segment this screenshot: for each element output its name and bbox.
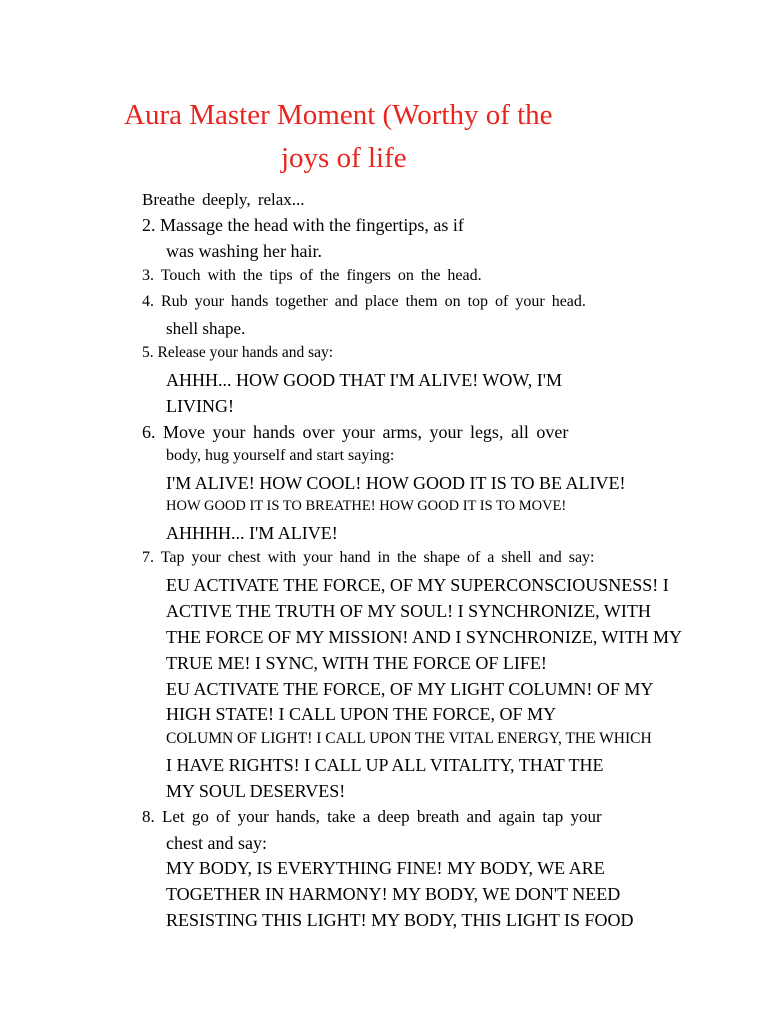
step-8-line: 8. Let go of your hands, take a deep breath and again tap your xyxy=(142,807,602,826)
affirmation-line: HOW GOOD IT IS TO BREATHE! HOW GOOD IT IS TO MOVE! xyxy=(166,498,567,514)
step-5-line: 5. Release your hands and say: xyxy=(142,344,334,361)
step-6-continuation: body, hug yourself and start saying: xyxy=(166,447,395,464)
step-4-line: 4. Rub your hands together and place them on top of your head. xyxy=(142,293,586,310)
affirmation-line: AHHH... HOW GOOD THAT I'M ALIVE! WOW, I'M xyxy=(166,370,562,390)
affirmation-line: TRUE ME! I SYNC, WITH THE FORCE OF LIFE! xyxy=(166,653,547,673)
affirmation-line: I HAVE RIGHTS! I CALL UP ALL VITALITY, THAT THE xyxy=(166,755,604,775)
step-8-continuation: chest and say: xyxy=(166,833,267,853)
affirmation-line: TOGETHER IN HARMONY! MY BODY, WE DON'T NEED xyxy=(166,884,621,904)
document-title-line-1: Aura Master Moment (Worthy of the xyxy=(124,99,553,131)
affirmation-line: THE FORCE OF MY MISSION! AND I SYNCHRONIZE, WITH MY xyxy=(166,627,683,647)
affirmation-line: COLUMN OF LIGHT! I CALL UPON THE VITAL ENERGY, THE WHICH xyxy=(166,730,652,747)
affirmation-line: MY BODY, IS EVERYTHING FINE! MY BODY, WE ARE xyxy=(166,858,605,878)
step-2-continuation: was washing her hair. xyxy=(166,241,322,261)
document-title-line-2: joys of life xyxy=(281,142,407,174)
affirmation-line: LIVING! xyxy=(166,396,234,416)
step-7-line: 7. Tap your chest with your hand in the shape of a shell and say: xyxy=(142,549,595,566)
affirmation-line: AHHHH... I'M ALIVE! xyxy=(166,523,338,543)
affirmation-line: I'M ALIVE! HOW COOL! HOW GOOD IT IS TO BE ALIVE! xyxy=(166,473,626,493)
step-3-line: 3. Touch with the tips of the fingers on the head. xyxy=(142,267,482,284)
affirmation-line: HIGH STATE! I CALL UPON THE FORCE, OF MY xyxy=(166,704,557,724)
step-4-continuation: shell shape. xyxy=(166,319,246,338)
affirmation-line: EU ACTIVATE THE FORCE, OF MY SUPERCONSCIOUSNESS! I xyxy=(166,575,669,595)
affirmation-line: MY SOUL DESERVES! xyxy=(166,781,346,801)
step-6-line: 6. Move your hands over your arms, your legs, all over xyxy=(142,422,569,442)
text-line: Breathe deeply, relax... xyxy=(142,190,305,209)
step-2-line: 2. Massage the head with the fingertips, as if xyxy=(142,215,464,235)
affirmation-line: ACTIVE THE TRUTH OF MY SOUL! I SYNCHRONIZE, WITH xyxy=(166,601,651,621)
affirmation-line: RESISTING THIS LIGHT! MY BODY, THIS LIGHT IS FOOD xyxy=(166,910,634,930)
affirmation-line: EU ACTIVATE THE FORCE, OF MY LIGHT COLUMN! OF MY xyxy=(166,679,654,699)
